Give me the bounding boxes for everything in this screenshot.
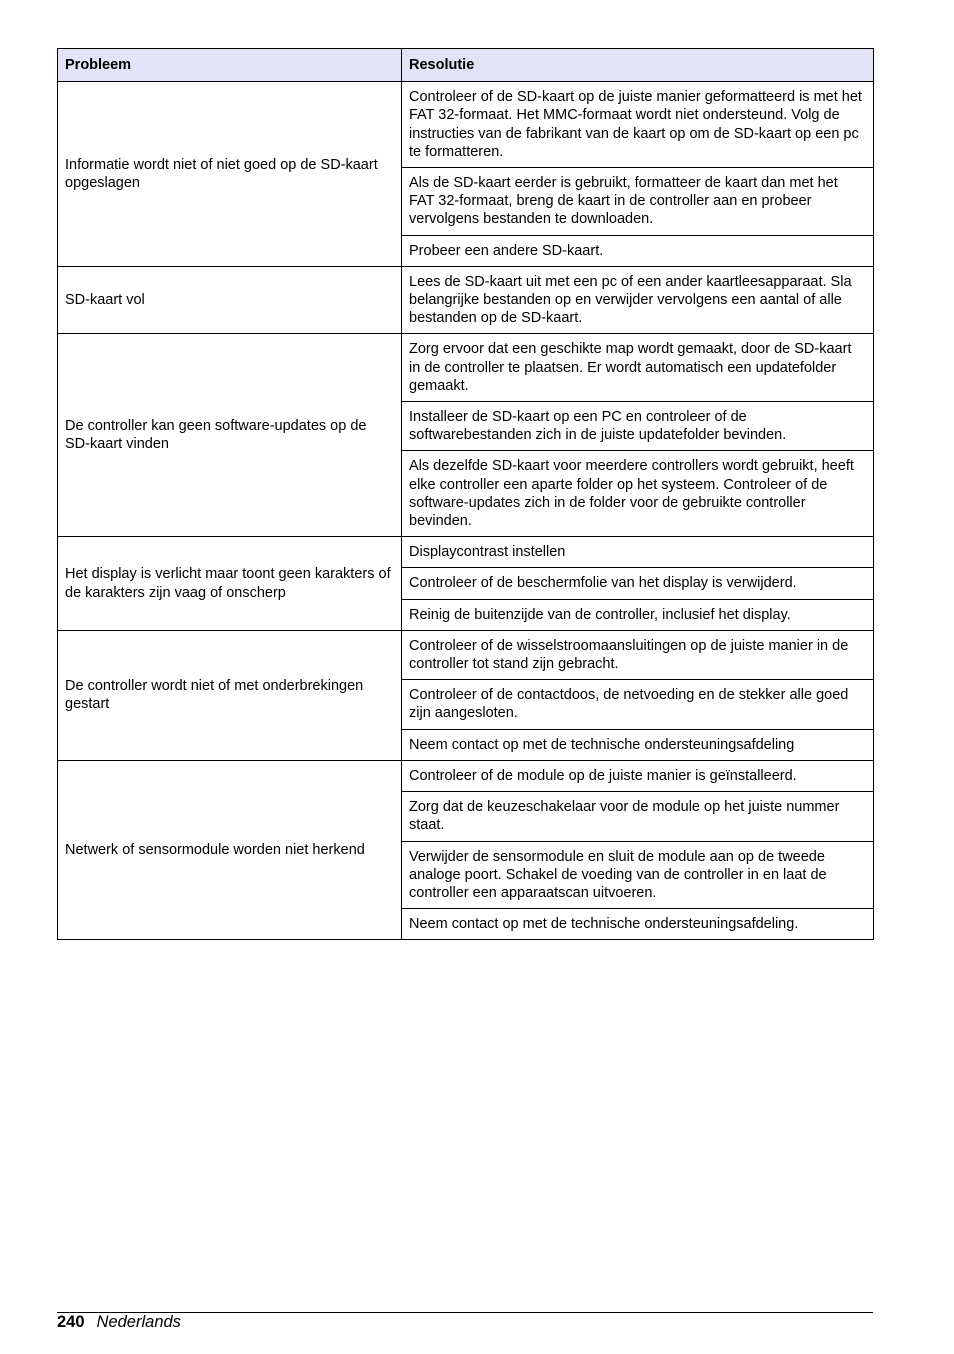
resolution-cell: Zorg ervoor dat een geschikte map wordt gemaakt, door de SD-kaart in de controller te plaatsen. Er wordt automatisch een updatefolder gemaakt. xyxy=(402,334,874,402)
problem-cell: SD-kaart vol xyxy=(58,266,402,334)
resolution-cell: Neem contact op met de technische ondersteuningsafdeling. xyxy=(402,909,874,940)
problem-cell: De controller kan geen software-updates op de SD-kaart vinden xyxy=(58,334,402,537)
resolution-cell: Reinig de buitenzijde van de controller, inclusief het display. xyxy=(402,599,874,630)
resolution-cell: Displaycontrast instellen xyxy=(402,537,874,568)
header-problem: Probleem xyxy=(58,49,402,82)
problem-cell: De controller wordt niet of met onderbrekingen gestart xyxy=(58,630,402,760)
page-number: 240 xyxy=(57,1313,85,1331)
page-footer xyxy=(57,1312,181,1332)
table-row xyxy=(58,334,874,402)
problem-cell: Netwerk of sensormodule worden niet herkend xyxy=(58,760,402,939)
footer-language: Nederlands xyxy=(96,1313,181,1331)
table-row xyxy=(58,266,874,334)
table-body xyxy=(58,82,874,940)
resolution-cell: Als de SD-kaart eerder is gebruikt, formatteer de kaart dan met het FAT 32-formaat, breng de kaart in de controller aan en probeer vervolgens bestanden te downloaden. xyxy=(402,168,874,236)
resolution-cell: Lees de SD-kaart uit met een pc of een ander kaartleesapparaat. Sla belangrijke bestanden op en verwijder vervolgens een aantal of alle bestanden op de SD-kaart. xyxy=(402,266,874,334)
resolution-cell: Als dezelfde SD-kaart voor meerdere controllers wordt gebruikt, heeft elke controller een aparte folder op het systeem. Controleer of de software-updates zich in de folder voor de gebruikte controller bevinden. xyxy=(402,451,874,537)
resolution-cell: Controleer of de contactdoos, de netvoeding en de stekker alle goed zijn aangesloten. xyxy=(402,680,874,729)
troubleshooting-table xyxy=(57,48,874,940)
problem-cell: Informatie wordt niet of niet goed op de SD-kaart opgeslagen xyxy=(58,82,402,267)
table-row xyxy=(58,760,874,791)
resolution-cell: Controleer of de beschermfolie van het display is verwijderd. xyxy=(402,568,874,599)
resolution-cell: Controleer of de wisselstroomaansluitingen op de juiste manier in de controller tot stand zijn gebracht. xyxy=(402,630,874,679)
table-row xyxy=(58,537,874,568)
resolution-cell: Installeer de SD-kaart op een PC en controleer of de softwarebestanden zich in de juiste updatefolder bevinden. xyxy=(402,402,874,451)
resolution-cell: Controleer of de module op de juiste manier is geïnstalleerd. xyxy=(402,760,874,791)
problem-cell: Het display is verlicht maar toont geen karakters of de karakters zijn vaag of onscherp xyxy=(58,537,402,631)
resolution-cell: Probeer een andere SD-kaart. xyxy=(402,235,874,266)
resolution-cell: Verwijder de sensormodule en sluit de module aan op de tweede analoge poort. Schakel de voeding van de controller in en laat de controller een apparaatscan uitvoeren. xyxy=(402,841,874,909)
resolution-cell: Zorg dat de keuzeschakelaar voor de module op het juiste nummer staat. xyxy=(402,792,874,841)
header-resolution: Resolutie xyxy=(402,49,874,82)
table-row xyxy=(58,82,874,168)
table-row xyxy=(58,630,874,679)
table-header-row xyxy=(58,49,874,82)
resolution-cell: Neem contact op met de technische ondersteuningsafdeling xyxy=(402,729,874,760)
resolution-cell: Controleer of de SD-kaart op de juiste manier geformatteerd is met het FAT 32-formaat. Het MMC-formaat wordt niet ondersteund. Volg de instructies van de fabrikant van de kaart op om de SD-kaart op een pc te formatteren. xyxy=(402,82,874,168)
